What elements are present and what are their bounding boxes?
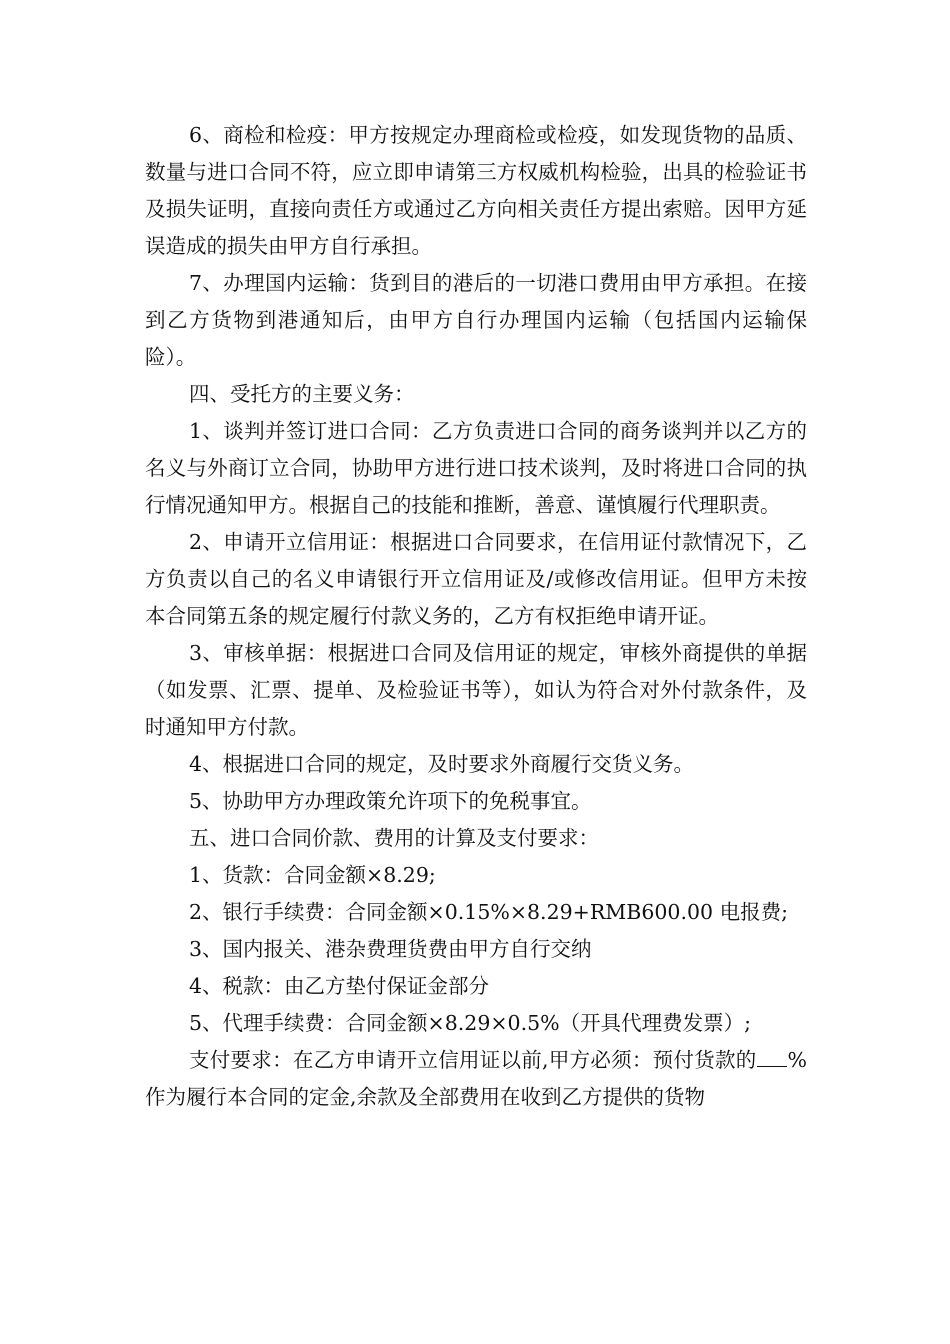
- clause-review-documents: 3、审核单据：根据进口合同及信用证的规定，审核外商提供的单据（如发票、汇票、提单、及检验证书等），如认为符合对外付款条件，及时通知甲方付款。: [145, 641, 807, 739]
- fee-item-bank-charges: 2、银行手续费：合同金额×0.15%×8.29+RMB600.00 电报费;: [189, 900, 788, 924]
- clause-inspection-quarantine: 6、商检和检疫：甲方按规定办理商检或检疫，如发现货物的品质、数量与进口合同不符，应立即申请第三方权威机构检验，出具的检验证书及损失证明，直接向责任方或通过乙方向相关责任方提出索赔。因甲方延误造成的损失由甲方自行承担。: [145, 123, 807, 258]
- fee-item-agency-fee: 5、代理手续费：合同金额×8.29×0.5%（开具代理费发票）;: [189, 1011, 752, 1035]
- fee-item-goods-payment: 1、货款：合同金额×8.29;: [189, 863, 436, 887]
- payment-tail-text: %作为履行本合同的定金,余款及全部费用在收到乙方提供的货物: [145, 1048, 807, 1109]
- payment-lead-text: 支付要求：在乙方申请开立信用证以前,甲方必须：预付货款的: [189, 1048, 757, 1072]
- document-page: [145, 117, 807, 1116]
- fee-item-customs-port: 3、国内报关、港杂费理货费由甲方自行交纳: [189, 937, 592, 961]
- clause-negotiate-sign-contract: 1、谈判并签订进口合同：乙方负责进口合同的商务谈判并以乙方的名义与外商订立合同，协助甲方进行进口技术谈判，及时将进口合同的执行情况通知甲方。根据自己的技能和推断，善意、谨慎履行代理职责。: [145, 419, 807, 517]
- deposit-percent-blank: [757, 1044, 787, 1067]
- fee-item-taxes: 4、税款：由乙方垫付保证金部分: [189, 974, 490, 998]
- clause-open-letter-of-credit: 2、申请开立信用证：根据进口合同要求，在信用证付款情况下，乙方负责以自己的名义申请银行开立信用证及/或修改信用证。但甲方未按本合同第五条的规定履行付款义务的，乙方有权拒绝申请开证。: [145, 530, 807, 628]
- clause-domestic-transport: 7、办理国内运输：货到目的港后的一切港口费用由甲方承担。在接到乙方货物到港通知后，由甲方自行办理国内运输（包括国内运输保险）。: [145, 271, 807, 369]
- section-heading-price-and-fees: 五、进口合同价款、费用的计算及支付要求：: [189, 826, 599, 850]
- section-heading-trustee-obligations: 四、受托方的主要义务：: [189, 382, 415, 406]
- clause-tax-exemption: 5、协助甲方办理政策允许项下的免税事宜。: [189, 789, 592, 813]
- clause-payment-requirements: [145, 1042, 807, 1116]
- clause-require-delivery: 4、根据进口合同的规定，及时要求外商履行交货义务。: [189, 752, 695, 776]
